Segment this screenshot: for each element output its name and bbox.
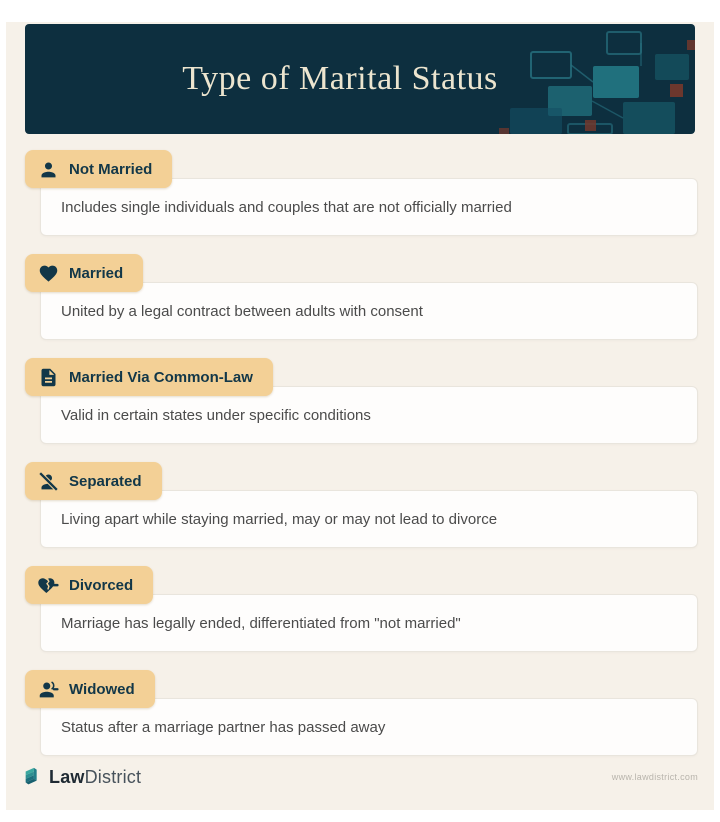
description-text: Includes single individuals and couples that are not officially married	[61, 198, 512, 216]
header-banner	[25, 24, 695, 134]
section-separated	[25, 462, 714, 548]
section-married	[25, 254, 714, 340]
section-widowed	[25, 670, 714, 756]
document-icon	[38, 367, 59, 388]
description-text: Living apart while staying married, may or may not lead to divorce	[61, 510, 498, 528]
status-list	[6, 150, 714, 756]
description-text: United by a legal contract between adults with consent	[61, 302, 423, 320]
description-text: Marriage has legally ended, differentiated from "not married"	[61, 614, 461, 632]
brand-logo	[22, 766, 141, 788]
person-icon	[38, 159, 59, 180]
badge-label: Married Via Common-Law	[69, 368, 253, 386]
heart-icon	[38, 263, 59, 284]
website-url: www.lawdistrict.com	[611, 772, 698, 782]
description-text: Status after a marriage partner has passed away	[61, 718, 386, 736]
badge-label: Divorced	[69, 576, 134, 594]
person-off-icon	[38, 471, 59, 492]
lawdistrict-logo-icon	[22, 766, 44, 788]
page-title: Type of Marital Status	[182, 60, 498, 97]
badge-not-married	[25, 150, 172, 188]
badge-divorced	[25, 566, 153, 604]
person-minus-icon	[38, 679, 59, 700]
brand-text-district: District	[84, 766, 142, 787]
section-not-married	[25, 150, 714, 236]
footer	[6, 754, 714, 810]
badge-separated	[25, 462, 162, 500]
badge-widowed	[25, 670, 155, 708]
section-divorced	[25, 566, 714, 652]
section-married-common-law	[25, 358, 714, 444]
broken-heart-icon	[38, 575, 59, 596]
description-text: Valid in certain states under specific conditions	[61, 406, 371, 424]
badge-married	[25, 254, 143, 292]
badge-label: Separated	[69, 472, 142, 490]
badge-label: Married	[69, 264, 124, 282]
brand-name	[49, 767, 141, 788]
badge-label: Not Married	[69, 160, 153, 178]
brand-text-law: Law	[49, 766, 85, 787]
infographic-canvas	[6, 22, 714, 810]
badge-married-common-law	[25, 358, 273, 396]
badge-label: Widowed	[69, 680, 135, 698]
